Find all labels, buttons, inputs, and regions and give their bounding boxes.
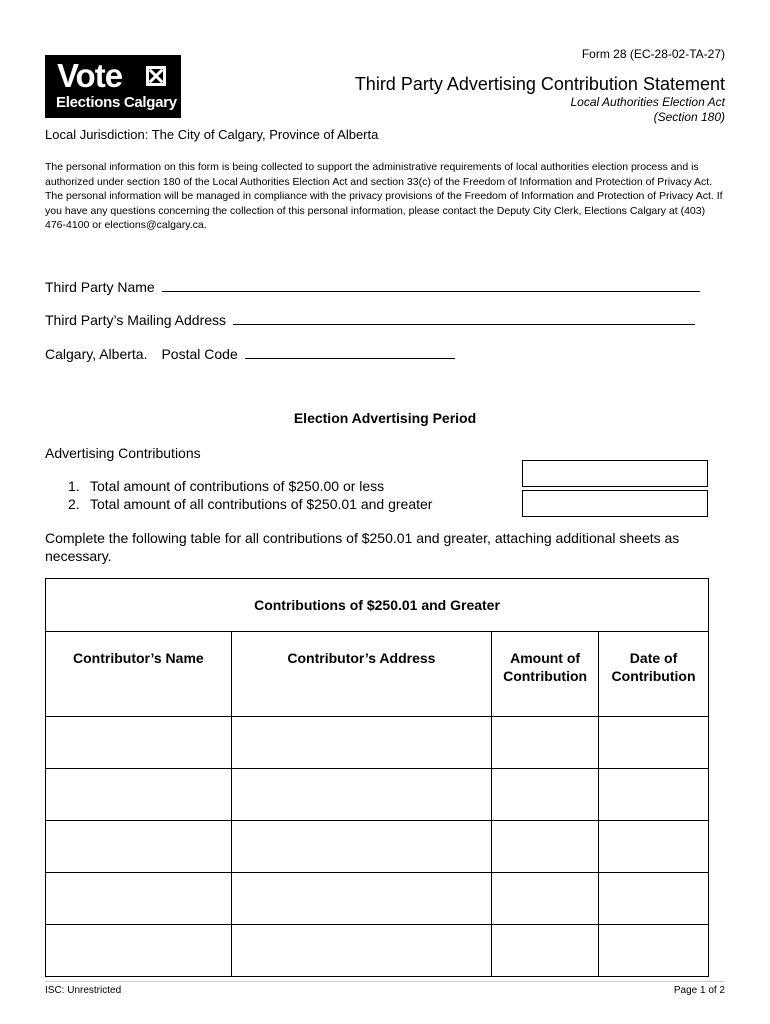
address-cell[interactable] [231, 769, 491, 821]
name-cell[interactable] [46, 925, 232, 977]
total-250-or-less-box[interactable] [522, 460, 708, 487]
table-caption: Contributions of $250.01 and Greater [46, 579, 709, 632]
page-number: Page 1 of 2 [673, 985, 725, 996]
contributions-table [45, 578, 709, 977]
date-cell[interactable] [599, 821, 709, 873]
amount-cell[interactable] [492, 925, 599, 977]
column-header-name: Contributor’s Name [46, 632, 232, 717]
table-row [46, 717, 709, 769]
column-header-address: Contributor’s Address [231, 632, 491, 717]
logo-word: Vote [57, 57, 123, 94]
advertising-contributions-label: Advertising Contributions [45, 445, 201, 461]
elections-calgary-logo [45, 55, 181, 118]
act-name: Local Authorities Election Act [570, 95, 725, 109]
amount-cell[interactable] [492, 873, 599, 925]
footer-divider [45, 981, 725, 982]
form-number: Form 28 (EC-28-02-TA-27) [581, 47, 725, 61]
name-cell[interactable] [46, 873, 232, 925]
form-title: Third Party Advertising Contribution Statement [354, 74, 725, 94]
table-instructions: Complete the following table for all contributions of $250.01 and greater, attaching additional sheets as necessary. [45, 530, 680, 564]
date-cell[interactable] [599, 717, 709, 769]
mailing-address-label: Third Party’s Mailing Address [45, 312, 227, 328]
act-section: (Section 180) [653, 110, 725, 124]
column-header-amount: Amount of Contribution [492, 632, 599, 717]
name-cell[interactable] [46, 821, 232, 873]
date-cell[interactable] [599, 769, 709, 821]
ballot-check-icon [146, 66, 166, 86]
logo-subtitle: Elections Calgary [56, 94, 177, 111]
date-cell[interactable] [599, 873, 709, 925]
postal-code-row [45, 345, 455, 362]
city-label: Calgary, Alberta. [45, 346, 148, 362]
postal-code-field[interactable] [245, 345, 455, 359]
mailing-address-row [45, 311, 695, 328]
list-item: 2. Total amount of all contributions of $250.01 and greater [68, 496, 433, 512]
column-header-date: Date of Contribution [599, 632, 709, 717]
third-party-name-row [45, 278, 700, 295]
total-250-01-and-greater-box[interactable] [522, 490, 708, 517]
address-cell[interactable] [231, 873, 491, 925]
mailing-address-field[interactable] [233, 311, 695, 325]
privacy-notice: The personal information on this form is being collected to support the administrative requirements of local authorities election process and is authorized under section 180 of the Local Authorities Election Act and section 33(c) of the Freedom of Information and Protection of Privacy Act. The personal information will be managed in compliance with the privacy provisions of the Freedom of Information and Protection of Privacy Act. If you have any questions concerning the collection of this personal information, please contact the Deputy City Clerk, Elections Calgary at (403) 476-4100 or elections@calgary.ca. [45, 161, 723, 231]
postal-code-label: Postal Code [161, 346, 238, 362]
table-row [46, 873, 709, 925]
table-row [46, 769, 709, 821]
third-party-name-label: Third Party Name [45, 279, 155, 295]
contribution-totals-list [68, 477, 432, 513]
list-item: 1. Total amount of contributions of $250.00 or less [68, 478, 385, 494]
amount-cell[interactable] [492, 717, 599, 769]
jurisdiction: Local Jurisdiction: The City of Calgary, Province of Alberta [45, 127, 379, 142]
section-title: Election Advertising Period [293, 410, 477, 426]
table-row [46, 821, 709, 873]
third-party-name-field[interactable] [162, 278, 700, 292]
name-cell[interactable] [46, 717, 232, 769]
address-cell[interactable] [231, 717, 491, 769]
address-cell[interactable] [231, 925, 491, 977]
name-cell[interactable] [46, 769, 232, 821]
amount-cell[interactable] [492, 821, 599, 873]
date-cell[interactable] [599, 925, 709, 977]
security-classification: ISC: Unrestricted [45, 985, 122, 996]
amount-cell[interactable] [492, 769, 599, 821]
address-cell[interactable] [231, 821, 491, 873]
table-row [46, 925, 709, 977]
act-reference [570, 95, 725, 125]
